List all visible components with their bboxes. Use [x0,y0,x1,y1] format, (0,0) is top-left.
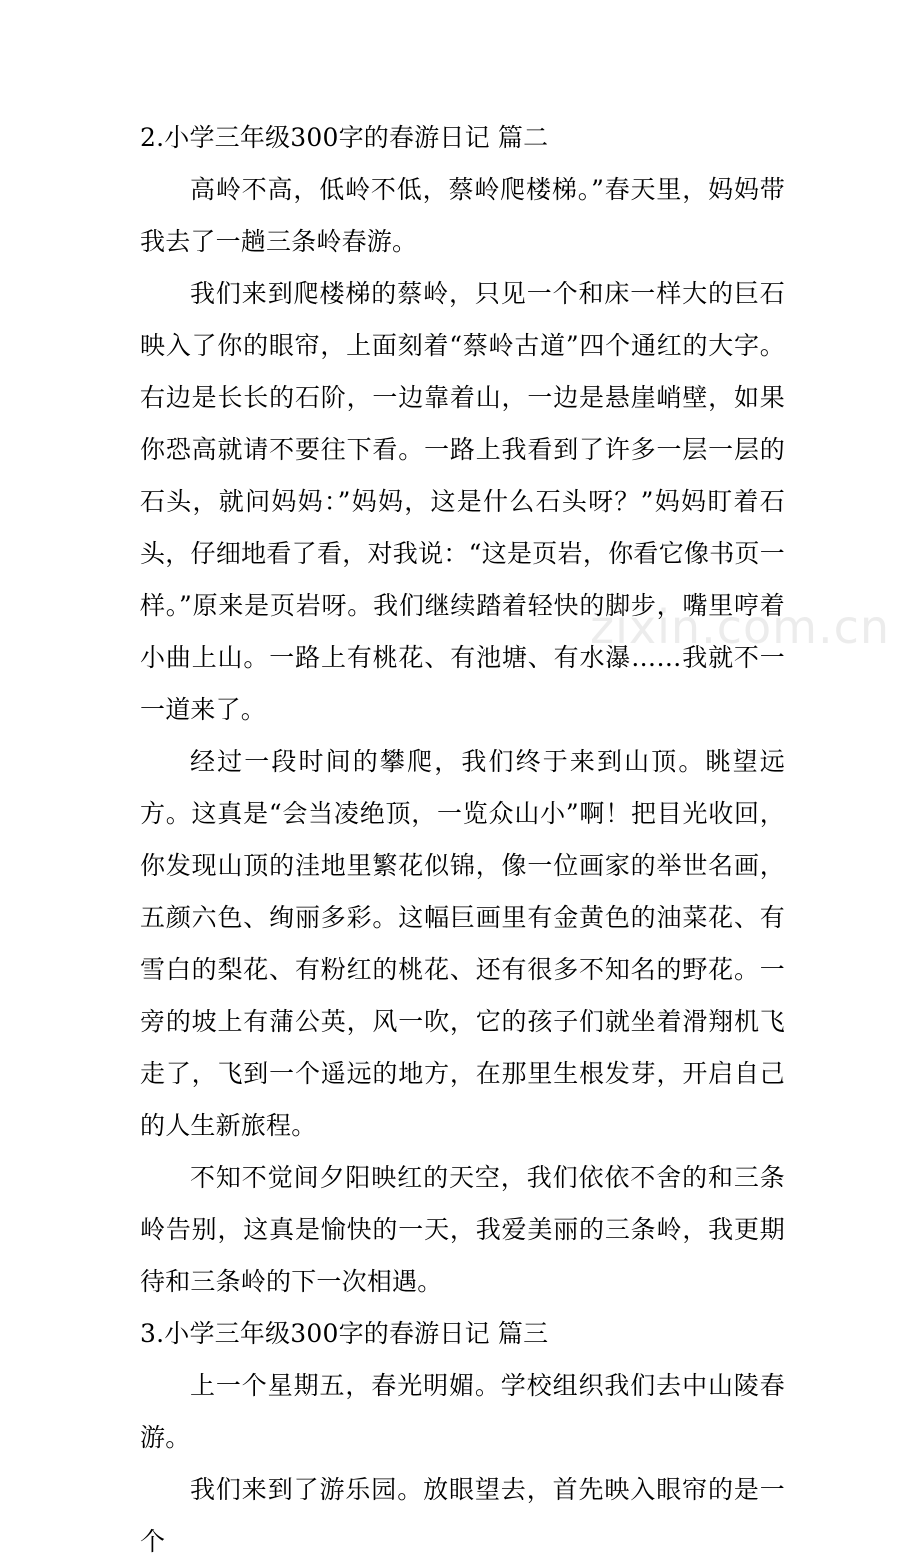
paragraph: 不知不觉间夕阳映红的天空，我们依依不舍的和三条岭告别，这真是愉快的一天，我爱美丽的三条岭，我更期待和三条岭的下一次相遇。 [140,1163,785,1296]
section-heading-2: 2.小学三年级300字的春游日记 篇二 [140,123,549,152]
document-body [140,112,785,1568]
paragraph: 我们来到了游乐园。放眼望去，首先映入眼帘的是一个 [140,1475,785,1556]
paragraph: 经过一段时间的攀爬，我们终于来到山顶。眺望远方。这真是“会当凌绝顶，一览众山小”啊！把目光收回，你发现山顶的洼地里繁花似锦，像一位画家的举世名画，五颜六色、绚丽多彩。这幅巨画里有金黄色的油菜花、有雪白的梨花、有粉红的桃花、还有很多不知名的野花。一旁的坡上有蒲公英，风一吹，它的孩子们就坐着滑翔机飞走了，飞到一个遥远的地方，在那里生根发芽，开启自己的人生新旅程。 [140,747,785,1140]
paragraph: 上一个星期五，春光明媚。学校组织我们去中山陵春游。 [140,1371,785,1452]
paragraph: 我们来到爬楼梯的蔡岭，只见一个和床一样大的巨石映入了你的眼帘，上面刻着“蔡岭古道”四个通红的大字。右边是长长的石阶，一边靠着山，一边是悬崖峭壁，如果你恐高就请不要往下看。一路上我看到了许多一层一层的石头，就问妈妈：”妈妈，这是什么石头呀？”妈妈盯着石头，仔细地看了看，对我说：“这是页岩，你看它像书页一样。”原来是页岩呀。我们继续踏着轻快的脚步，嘴里哼着小曲上山。一路上有桃花、有池塘、有水瀑……我就不一一道来了。 [140,279,785,724]
watermark: zixin.com.cn [590,600,891,654]
paragraph: 高岭不高，低岭不低，蔡岭爬楼梯。”春天里，妈妈带我去了一趟三条岭春游。 [140,175,785,256]
section-heading-3: 3.小学三年级300字的春游日记 篇三 [140,1319,549,1348]
